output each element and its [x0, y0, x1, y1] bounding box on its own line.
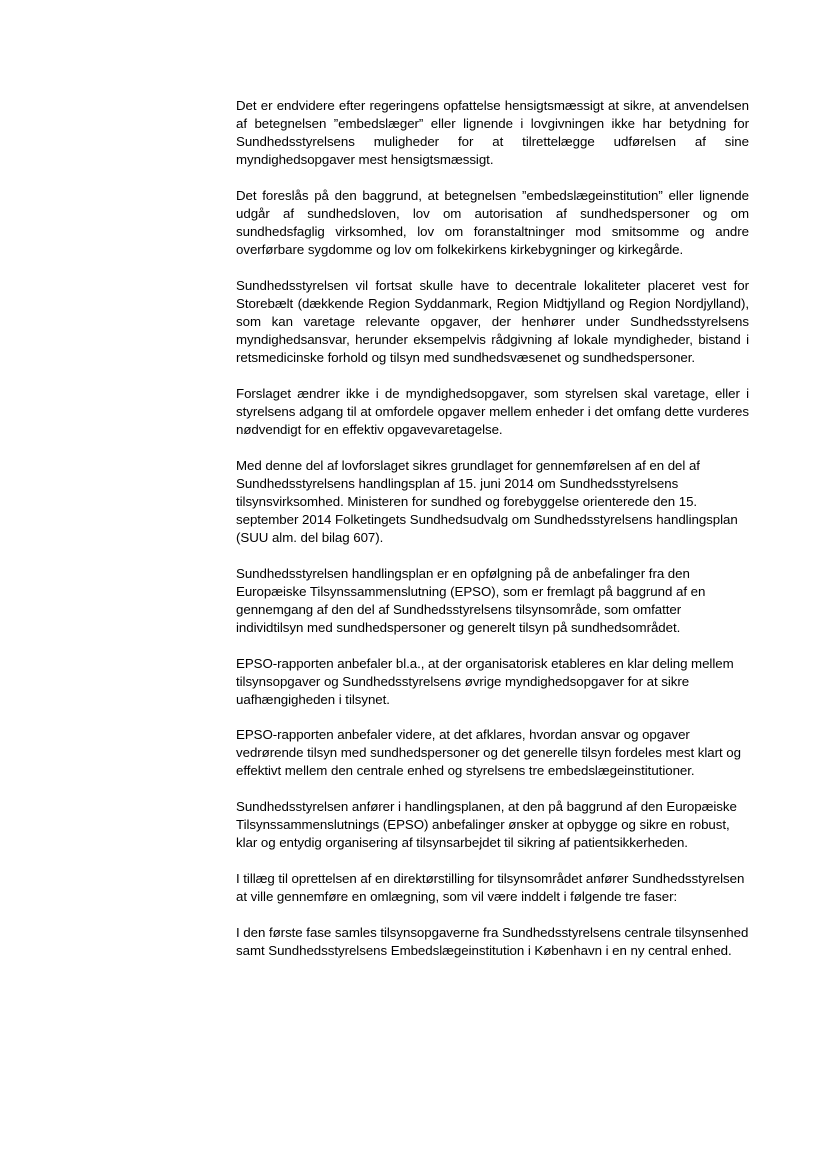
paragraph-epso-ansvar: EPSO-rapporten anbefaler videre, at det afklares, hvordan ansvar og opgaver vedrørende tilsyn med sundhedspersoner og det generelle tilsyn fordeles mest klart og effektivt mellem den centrale enhed og styrelsens tre embedslægeinstitutioner. — [236, 727, 741, 778]
paragraph-foerste-fase: I den første fase samles tilsynsopgaverne fra Sundhedsstyrelsens centrale tilsynsenhed samt Sundhedsstyrelsens Embedslægeinstitution i København i en ny central enhed. — [236, 925, 749, 958]
paragraph-decentrale-lokaliteter: Sundhedsstyrelsen vil fortsat skulle have to decentrale lokaliteter placeret vest for Storebælt (dækkende Region Syddanmark, Region Midtjylland og Region Nordjylland), som kan varetage relevante opgaver, der henhører under Sundhedsstyrelsens myndighedsansvar, herunder eksempelvis rådgivning af lokale myndigheder, bistand i retsmedicinske forhold og tilsyn med sundhedsvæsenet og sundhedspersoner. — [236, 278, 749, 365]
paragraph-omlaegning-faser: I tillæg til oprettelsen af en direktørstilling for tilsynsområdet anfører Sundhedsstyrelsen at ville gennemføre en omlægning, som vil være inddelt i følgende tre faser: — [236, 871, 745, 904]
document-body — [236, 97, 749, 978]
paragraph-betegnelse-udgaar: Det foreslås på den baggrund, at betegnelsen ”embedslægeinstitution” eller lignende udgår af sundhedsloven, lov om autorisation af sundhedspersoner og om sundhedsfaglig virksomhed, lov om foranstaltninger mod smitsomme og andre overførbare sygdomme og lov om folkekirkens kirkebygninger og kirkegårde. — [236, 188, 749, 257]
paragraph-embedslaeger-betegnelse: Det er endvidere efter regeringens opfattelse hensigtsmæssigt at sikre, at anvendelsen af betegnelsen ”embedslæger” eller lignende i lovgivningen ikke har betydning for Sundhedsstyrelsens muligheder for at tilrettelægge udførelsen af sine myndighedsopgaver mest hensigtsmæssigt. — [236, 98, 749, 167]
paragraph-epso-deling: EPSO-rapporten anbefaler bl.a., at der organisatorisk etableres en klar deling mellem tilsynsopgaver og Sundhedsstyrelsens øvrige myndighedsopgaver for at sikre uafhængigheden i tilsynet. — [236, 656, 734, 707]
paragraph-forslaget-aendrer-ikke: Forslaget ændrer ikke i de myndighedsopgaver, som styrelsen skal varetage, eller i styrelsens adgang til at omfordele opgaver mellem enheder i det omfang dette vurderes nødvendigt for en effektiv opgavevaretagelse. — [236, 386, 749, 437]
paragraph-robust-organisering: Sundhedsstyrelsen anfører i handlingsplanen, at den på baggrund af den Europæiske Tilsynssammenslutnings (EPSO) anbefalinger ønsker at opbygge og sikre en robust, klar og entydig organisering af tilsynsarbejdet til sikring af patientsikkerheden. — [236, 799, 737, 850]
paragraph-handlingsplan-grundlag: Med denne del af lovforslaget sikres grundlaget for gennemførelsen af en del af Sundhedsstyrelsens handlingsplan af 15. juni 2014 om Sundhedsstyrelsens tilsynsvirksomhed. Ministeren for sundhed og forebyggelse orienterede den 15. september 2014 Folketingets Sundhedsudvalg om Sundhedsstyrelsens handlingsplan (SUU alm. del bilag 607). — [236, 458, 738, 545]
paragraph-epso-opfoelgning: Sundhedsstyrelsen handlingsplan er en opfølgning på de anbefalinger fra den Europæiske Tilsynssammenslutning (EPSO), som er fremlagt på baggrund af en gennemgang af den del af Sundhedsstyrelsens tilsynsområde, som omfatter individtilsyn med sundhedspersoner og generelt tilsyn på sundhedsområdet. — [236, 566, 706, 635]
